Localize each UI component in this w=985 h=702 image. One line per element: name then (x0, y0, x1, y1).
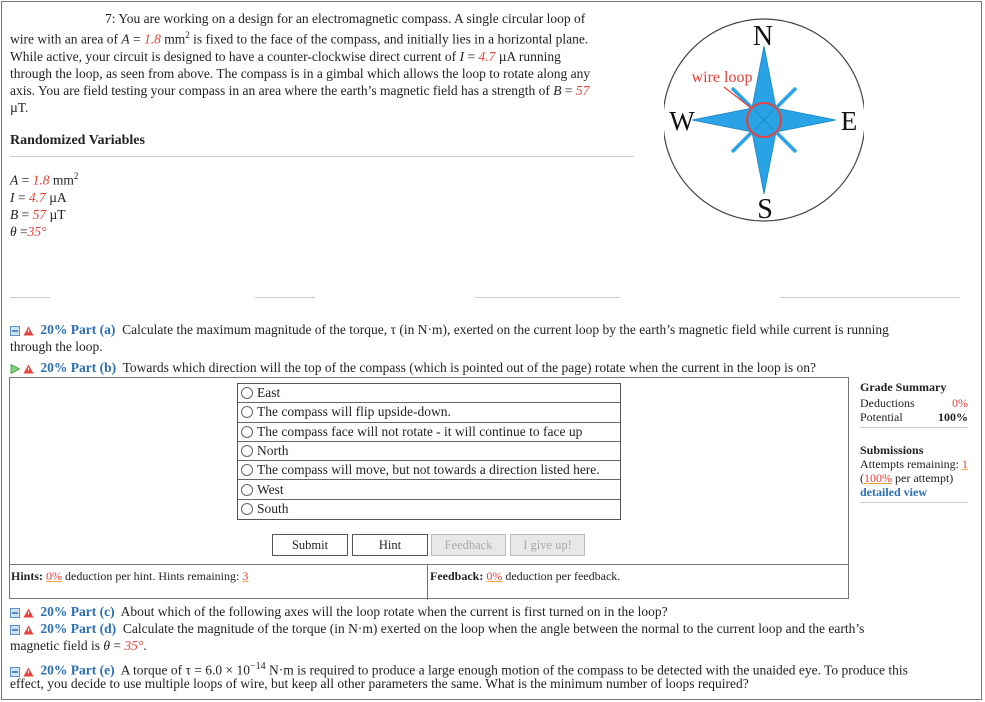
problem-statement: 7: You are working on a design for an electromagnetic compass. A single circular loop of wire with an area of A = 1.8 $mm^2$ is fixed to the face of the compass, and initially lies in a horizontal plane. While active, your circuit is designed to have a counter-clockwise direct current of I = 4.7 µA running through the loop, as seen from above. The compass is in a gimbal which allows the loop to rotate along any axis. You are field testing your compass in an area where the earth’s magnetic field has a strength of B = 57 µT. (10, 11, 591, 115)
option-north[interactable]: North (238, 442, 620, 461)
radio-button[interactable] (241, 464, 253, 476)
faded-divider (475, 297, 620, 298)
compass-diagram (664, 4, 864, 236)
expand-triangle-icon (10, 364, 20, 374)
faded-divider (10, 297, 50, 298)
part-a-cont: through the loop. (10, 339, 103, 354)
warning-icon (23, 326, 34, 336)
divider (10, 156, 634, 157)
compass-north-label: N (752, 21, 774, 52)
option-east[interactable]: East (238, 384, 620, 403)
hints-remaining: 3 (242, 569, 249, 583)
option-west[interactable]: West (238, 480, 620, 499)
detailed-view-link[interactable]: detailed view (860, 485, 927, 499)
compass-south-label: S (757, 194, 773, 225)
option-other[interactable]: The compass will move, but not towards a direction listed here. (238, 461, 620, 480)
randomized-variables-title: Randomized Variables (10, 133, 145, 148)
hint-button[interactable]: Hint (352, 534, 428, 556)
collapse-icon (10, 625, 20, 635)
hints-info: Hints: 0% deduction per hint. Hints remaining: 3 (11, 569, 249, 583)
compass-east-label: E (840, 106, 858, 136)
compass-west-label: W (669, 106, 695, 136)
radio-button[interactable] (241, 503, 253, 515)
feedback-info: Feedback: 0% deduction per feedback. (430, 569, 621, 583)
collapse-icon (10, 326, 20, 336)
variable-I: I = 4.7 µA (10, 189, 67, 205)
give-up-button[interactable]: I give up! (510, 534, 585, 556)
warning-icon (23, 364, 34, 374)
part-d[interactable]: 20% Part (d) Calculate the magnitude of the torque (in N·m) exerted on the loop when the angle between the normal to the current loop and the earth’s (10, 620, 970, 637)
radio-button[interactable] (241, 445, 253, 457)
submissions-title: Submissions (860, 443, 924, 457)
faded-divider (780, 297, 960, 298)
part-e-cont: effect, you decide to use multiple loops of wire, but keep all other parameters the same. What is the minimum number of loops required? (10, 676, 749, 691)
part-a[interactable]: 20% Part (a) Calculate the maximum magnitude of the torque, τ (in N·m), exerted on the current loop by the earth’s magnetic field while current is running (10, 321, 970, 338)
feedback-button[interactable]: Feedback (431, 534, 506, 556)
variable-theta: θ =35° (10, 223, 47, 239)
option-flip[interactable]: The compass will flip upside-down. (238, 403, 620, 422)
submit-button[interactable]: Submit (272, 534, 348, 556)
variable-A: A = 1.8 $mm^2$ (10, 171, 79, 188)
grade-summary: Grade Summary Deductions 0% Potential 100% Submissions Attempts remaining: 1 (100% per attempt) detailed view (860, 380, 968, 506)
radio-button[interactable] (241, 426, 253, 438)
radio-button[interactable] (241, 387, 253, 399)
part-c[interactable]: 20% Part (c) About which of the following axes will the loop rotate when the current is first turned on in the loop? (10, 603, 970, 620)
grade-summary-title: Grade Summary (860, 380, 947, 394)
variable-B: B = 57 µT (10, 206, 66, 222)
randomized-variables-list (10, 168, 78, 240)
hints-feedback-bar (9, 564, 849, 600)
faded-divider (255, 297, 315, 298)
part-d-cont: magnetic field is θ = 35°. (10, 638, 147, 653)
part-e[interactable]: 20% Part (e) A torque of $\tau = 6.0 \times 10^{-14}$ N·m is required to produce a large enough motion of the compass to be detected with the unaided eye. To produce this (10, 658, 970, 679)
wire-loop-label: wire loop (691, 69, 753, 86)
answer-options (237, 383, 621, 520)
divider (427, 565, 428, 600)
warning-icon (23, 608, 34, 618)
option-south[interactable]: South (238, 500, 620, 519)
warning-icon (23, 625, 34, 635)
radio-button[interactable] (241, 484, 253, 496)
collapse-icon (10, 608, 20, 618)
option-no-rotate[interactable]: The compass face will not rotate - it will continue to face up (238, 423, 620, 442)
radio-button[interactable] (241, 406, 253, 418)
part-b[interactable]: 20% Part (b) Towards which direction will the top of the compass (which is pointed out of the page) rotate when the current in the loop is on? (10, 359, 970, 376)
